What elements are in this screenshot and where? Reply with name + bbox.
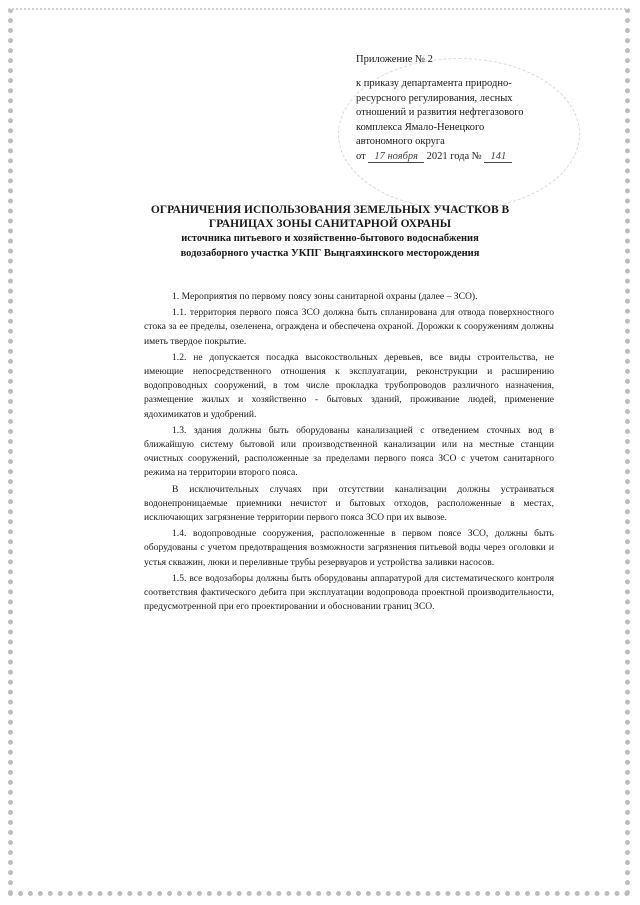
- paragraph-1-5: 1.5. все водозаборы должны быть оборудованы аппаратурой для систематического контроля соответствия фактического дебита при эксплуатации водопровода проектной производительности, предусмотренной при его проектировании и обосновании границ ЗСО.: [144, 572, 554, 613]
- appendix-title: Приложение № 2: [356, 54, 433, 65]
- paragraph-1: 1. Мероприятия по первому поясу зоны санитарной охраны (далее – ЗСО).: [172, 291, 478, 302]
- document-body: [144, 290, 554, 616]
- handwritten-date: 17 ноября: [368, 151, 424, 163]
- appendix-line: комплекса Ямало-Ненецкого: [356, 121, 485, 133]
- appendix-line: автономного округа: [356, 136, 445, 147]
- appendix-line: отношений и развития нефтегазового: [356, 107, 524, 118]
- paragraph-exception: В исключительных случаях при отсутствии канализации должны устраиваться водонепроницаемые приемники нечистот и бытовых отходов, расположенные в местах, исключающих загрязнение территории первого пояса ЗСО при их вывозе.: [144, 483, 554, 524]
- order-date-line: [356, 150, 566, 165]
- appendix-line: к приказу департамента природно-: [356, 78, 512, 89]
- paragraph-1-4: 1.4. водопроводные сооружения, расположенные в первом поясе ЗСО, должны быть оборудованы с учетом предотвращения возможности загрязнения питьевой воды через оголовки и устья скважин, люки и переливные трубы резервуаров и устройства заливки насосов.: [144, 528, 554, 568]
- date-prefix: от: [356, 150, 366, 162]
- heading-line-2: ГРАНИЦАХ ЗОНЫ САНИТАРНОЙ ОХРАНЫ: [208, 218, 452, 230]
- handwritten-number: 141: [484, 151, 512, 163]
- paragraph-1-3: 1.3. здания должны быть оборудованы канализацией с отведением сточных вод в ближайшую систему бытовой или производственной канализации или на местные станции очистных сооружений, расположенные за пределами первого пояса ЗСО с учетом санитарного режима на территории второго пояса.: [144, 424, 554, 479]
- paragraph-1-2: 1.2. не допускается посадка высокоствольных деревьев, все виды строительства, не имеющие непосредственного отношения к эксплуатации, реконструкции и расширению водопроводных сооружений, в том числе прокладка трубопроводов различного назначения, размещение жилых и хозяйственно - бытовых зданий, проживание людей, применение ядохимикатов и удобрений.: [144, 351, 554, 420]
- heading-line-3: источника питьевого и хозяйственно-бытового водоснабжения: [181, 233, 479, 244]
- date-year: 2021 года №: [426, 150, 482, 162]
- appendix-line: ресурсного регулирования, лесных: [356, 92, 513, 104]
- heading-line-1: ОГРАНИЧЕНИЯ ИСПОЛЬЗОВАНИЯ ЗЕМЕЛЬНЫХ УЧАСТКОВ В: [150, 204, 510, 216]
- heading-line-4: водозаборного участка УКПГ Выңгаяхинского месторождения: [180, 248, 480, 259]
- paragraph-1-1: 1.1. территория первого пояса ЗСО должна быть спланирована для отвода поверхностного стока за ее пределы, озеленена, ограждена и обеспечена охраной. Дорожки к сооружениям должны иметь твердое покрытие.: [144, 307, 554, 347]
- document-heading: [120, 203, 540, 261]
- appendix-block: [356, 52, 566, 164]
